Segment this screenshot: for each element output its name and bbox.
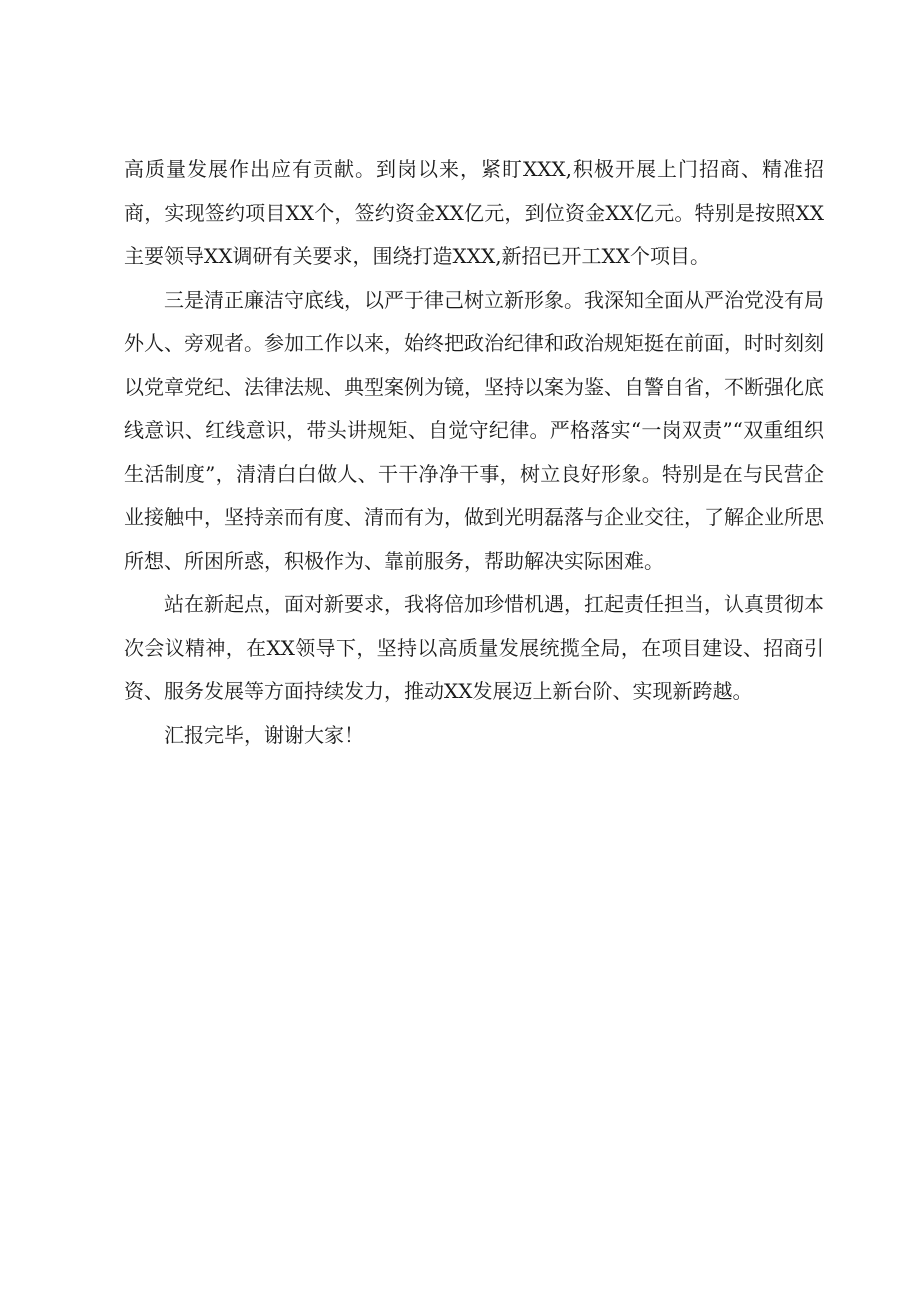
paragraph-closing: 汇报完毕，谢谢大家！ xyxy=(164,722,364,747)
paragraph-integrity: 三是清正廉洁守底线，以严于律己树立新形象。我深知全面从严治党没有局外人、旁观者。参加工作以来，始终把政治纪律和政治规矩挺在前面，时时刻刻以党章党纪、法律法规、典型案例为镜，坚持以案为鉴、自警自省，不断强化底线意识、红线意识，带头讲规矩、自觉守纪律。严格落实“一岗双责”“双重组织生活制度”，清清白白做人、干干净净干事，树立良好形象。特别是在与民营企业接触中，坚持亲而有度、清而有为，做到光明磊落与企业交往，了解企业所思所想、所困所惑，积极作为、靠前服务，帮助解决实际困难。 xyxy=(124,287,824,573)
document-body xyxy=(124,148,824,757)
paragraph-continuation: 高质量发展作出应有贡献。到岗以来，紧盯XXX,积极开展上门招商、精准招商，实现签约项目XX个，签约资金XX亿元，到位资金XX亿元。特别是按照XX主要领导XX调研有关要求，围绕打造XXX,新招已开工XX个项目。 xyxy=(124,157,824,268)
paragraph-commitment: 站在新起点，面对新要求，我将倍加珍惜机遇，扛起责任担当，认真贯彻本次会议精神，在XX领导下，坚持以高质量发展统揽全局，在项目建设、招商引资、服务发展等方面持续发力，推动XX发展迈上新台阶、实现新跨越。 xyxy=(124,592,824,703)
